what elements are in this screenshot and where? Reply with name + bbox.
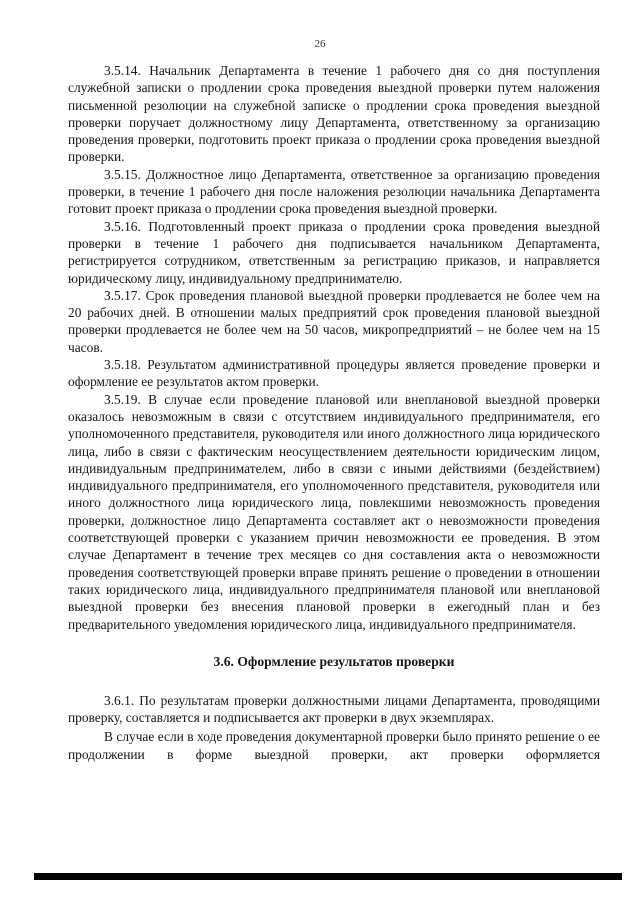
paragraph-3-5-19: 3.5.19. В случае если проведение плановой или внеплановой выездной проверки оказалось невозможным в связи с отсутствием индивидуального предпринимателя, его уполномоченного представителя, руководителя или иного должностного лица юридического лица, либо в связи с фактическим неосуществлением деятельности юридическим лицом, индивидуальным предпринимателем, либо в связи с иными действиями (бездействием) индивидуального предпринимателя, его уполномоченного представителя, руководителя или иного должностного лица юридического лица, повлекшими невозможность проведения проверки, должностное лицо Департамента составляет акт о невозможности проведения соответствующей проверки с указанием причин невозможности ее проведения. В этом случае Департамент в течение трех месяцев со дня составления акта о невозможности проведения соответствующей проверки вправе принять решение о проведении в отношении таких юридического лица, индивидуального предпринимателя плановой или внеплановой выездной проверки без внесения плановой проверки в ежегодный план и без предварительного уведомления юридического лица, индивидуального предпринимателя. <box>68 391 600 632</box>
paragraph-3-5-18: 3.5.18. Результатом административной процедуры является проведение проверки и оформление ее результатов актом проверки. <box>68 357 600 390</box>
paragraph-3-5-14: 3.5.14. Начальник Департамента в течение 1 рабочего дня со дня поступления служебной записки о продлении срока проведения выездной проверки путем наложения письменной резолюции на служебной записке о продлении срока проведения выездной проверки поручает должностному лицу Департамента, ответственному за организацию проведения проверки, подготовить проект приказа о продлении срока проведения выездной проверки. <box>68 63 600 165</box>
section-heading: 3.6. Оформление результатов проверки <box>213 653 455 669</box>
paragraph-3-5-17: 3.5.17. Срок проведения плановой выездной проверки продлевается не более чем на 20 рабочих дней. В отношении малых предприятий срок проведения плановой выездной проверки продлевается не более чем на 50 часов, микропредприятий – не более чем на 15 часов. <box>68 287 600 355</box>
scan-edge-bar <box>34 873 622 880</box>
paragraph-continued: В случае если в ходе проведения документарной проверки было принято решение о ее продолжении в форме выездной проверки, акт проверки оформляется <box>68 729 600 762</box>
page-number: 26 <box>314 38 326 50</box>
paragraph-3-6-1: 3.6.1. По результатам проверки должностными лицами Департамента, проводящими проверку, составляется и подписывается акт проверки в двух экземплярах. <box>68 692 600 726</box>
paragraph-3-5-16: 3.5.16. Подготовленный проект приказа о продлении срока проведения выездной проверки в течение 1 рабочего дня подписывается начальником Департамента, регистрируется сотрудником, ответственным за регистрацию приказов, и направляется юридическому лицу, индивидуальному предпринимателю. <box>68 218 600 286</box>
document-body <box>68 62 600 763</box>
paragraph-3-5-15: 3.5.15. Должностное лицо Департамента, ответственное за организацию проведения проверки, в течение 1 рабочего дня после наложения резолюции начальника Департамента готовит проект приказа о продлении срока проведения выездной проверки. <box>68 166 600 217</box>
